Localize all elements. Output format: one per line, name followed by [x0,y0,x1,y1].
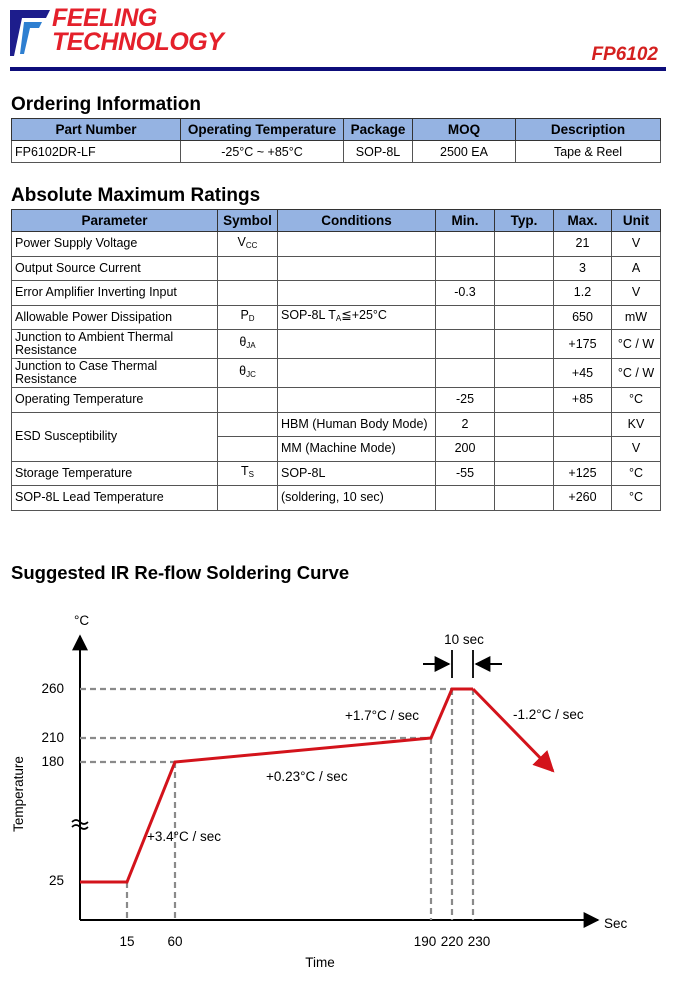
cell-conditions: SOP-8L $T_A≦+25^\circ C$ [278,305,436,330]
cell-symbol [218,437,278,462]
col-description: Description [516,119,661,141]
cell-min [436,359,495,388]
ordering-table [11,118,661,163]
cell-typ [495,330,554,359]
cell-max: +85 [554,388,612,413]
ordering-title: Ordering Information [11,94,201,115]
cell-package: SOP-8L [344,141,413,163]
cell-min: -0.3 [436,281,495,306]
cell-parameter: Allowable Power Dissipation [12,305,218,330]
table-header-row [12,119,661,141]
cell-conditions [278,281,436,306]
x-tick-label: 230 [467,934,491,949]
cell-parameter: Storage Temperature [12,461,218,486]
cell-conditions: (soldering, 10 sec) [278,486,436,511]
cell-symbol: $P_D$ [218,305,278,330]
cell-max: 21 [554,232,612,257]
cell-symbol [218,281,278,306]
company-logo [8,4,238,62]
cell-typ [495,281,554,306]
cell-min: -25 [436,388,495,413]
cell-symbol [218,412,278,437]
cell-conditions [278,256,436,281]
annotation-soak: +0.23°C / sec [266,769,348,784]
logo-line-1: FEELING [52,4,157,32]
cell-conditions: MM (Machine Mode) [278,437,436,462]
cell-symbol: $T_S$ [218,461,278,486]
cell-description: Tape & Reel [516,141,661,163]
col-conditions: Conditions [278,210,436,232]
cell-unit: °C / W [612,359,661,388]
y-axis-title: Temperature [11,756,26,832]
cell-conditions [278,388,436,413]
reflow-chart [0,598,674,988]
y-tick-label: 260 [41,681,64,696]
table-header-row [12,210,661,232]
table-row [12,486,661,511]
cell-typ [495,256,554,281]
cell-max: +45 [554,359,612,388]
cell-conditions [278,232,436,257]
amr-title: Absolute Maximum Ratings [11,185,261,206]
cell-max: 3 [554,256,612,281]
col-operating-temp: Operating Temperature [181,119,344,141]
cell-min: -55 [436,461,495,486]
cell-parameter: Power Supply Voltage [12,232,218,257]
cell-min [436,305,495,330]
annotation-ramp1: +3.4°C / sec [147,829,222,844]
cell-parameter: Junction to Case Thermal Resistance [12,359,218,388]
cell-conditions: HBM (Human Body Mode) [278,412,436,437]
col-min: Min. [436,210,495,232]
logo-wordmark [52,6,223,54]
cell-min [436,232,495,257]
col-moq: MOQ [413,119,516,141]
col-typ: Typ. [495,210,554,232]
col-part-number: Part Number [12,119,181,141]
cell-unit: °C / W [612,330,661,359]
cell-min: 2 [436,412,495,437]
y-tick-label: 180 [41,754,64,769]
cell-part-number: FP6102DR-LF [12,141,181,163]
cell-unit: °C [612,461,661,486]
cell-min [436,256,495,281]
header-part-number: FP6102 [591,44,658,65]
cell-min [436,330,495,359]
table-row [12,256,661,281]
cell-unit: A [612,256,661,281]
cell-symbol: $\theta_{JA}$ [218,330,278,359]
col-package: Package [344,119,413,141]
table-row [12,141,661,163]
col-unit: Unit [612,210,661,232]
cell-conditions [278,359,436,388]
cell-conditions: SOP-8L [278,461,436,486]
cell-min: 200 [436,437,495,462]
cell-operating-temp: -25°C ~ +85°C [181,141,344,163]
cell-max: +125 [554,461,612,486]
cell-unit: V [612,281,661,306]
table-row [12,412,661,437]
cell-typ [495,437,554,462]
cell-max: 650 [554,305,612,330]
x-tick-label: 15 [119,934,135,949]
table-row [12,461,661,486]
cell-symbol: $V_{CC}$ [218,232,278,257]
x-tick-label: 60 [167,934,183,949]
x-unit-label: Sec [604,916,628,931]
cell-typ [495,412,554,437]
col-symbol: Symbol [218,210,278,232]
cell-parameter: Output Source Current [12,256,218,281]
annotation-10sec: 10 sec [444,632,484,647]
cooldown-arrow-icon [473,689,553,771]
cell-max: +260 [554,486,612,511]
cell-unit: mW [612,305,661,330]
cell-unit: °C [612,388,661,413]
cell-parameter: SOP-8L Lead Temperature [12,486,218,511]
cell-max [554,412,612,437]
cell-unit: V [612,437,661,462]
cell-max: 1.2 [554,281,612,306]
cell-typ [495,388,554,413]
cell-symbol: $\theta_{JC}$ [218,359,278,388]
cell-conditions [278,330,436,359]
table-row [12,281,661,306]
cell-symbol [218,256,278,281]
cell-typ [495,232,554,257]
logo-line-2: TECHNOLOGY [52,28,224,56]
x-axis-title: Time [305,955,335,970]
cell-max [554,437,612,462]
cell-typ [495,486,554,511]
cell-unit: KV [612,412,661,437]
header-divider [10,67,666,71]
cell-max: +175 [554,330,612,359]
y-unit-label: °C [74,613,90,628]
table-row [12,305,661,330]
annotation-cool: -1.2°C / sec [513,707,584,722]
cell-parameter: Error Amplifier Inverting Input [12,281,218,306]
table-row [12,232,661,257]
annotation-ramp2: +1.7°C / sec [345,708,420,723]
col-max: Max. [554,210,612,232]
cell-symbol [218,388,278,413]
x-tick-label: 190 [413,934,437,949]
cell-parameter: ESD Susceptibility [12,412,218,461]
col-parameter: Parameter [12,210,218,232]
table-row [12,388,661,413]
cell-min [436,486,495,511]
cell-typ [495,461,554,486]
logo-mark-icon [8,8,52,58]
y-tick-label: 25 [48,873,64,888]
table-row [12,330,661,359]
cell-typ [495,359,554,388]
cell-unit: V [612,232,661,257]
cell-parameter: Junction to Ambient Thermal Resistance [12,330,218,359]
amr-table [11,209,661,511]
cell-moq: 2500 EA [413,141,516,163]
x-tick-label: 220 [440,934,464,949]
cell-symbol [218,486,278,511]
page-header [0,0,674,80]
table-row [12,359,661,388]
cell-unit: °C [612,486,661,511]
guide-lines [80,689,473,920]
cell-parameter: Operating Temperature [12,388,218,413]
y-tick-label: 210 [41,730,64,745]
reflow-title: Suggested IR Re-flow Soldering Curve [11,562,350,583]
cell-typ [495,305,554,330]
